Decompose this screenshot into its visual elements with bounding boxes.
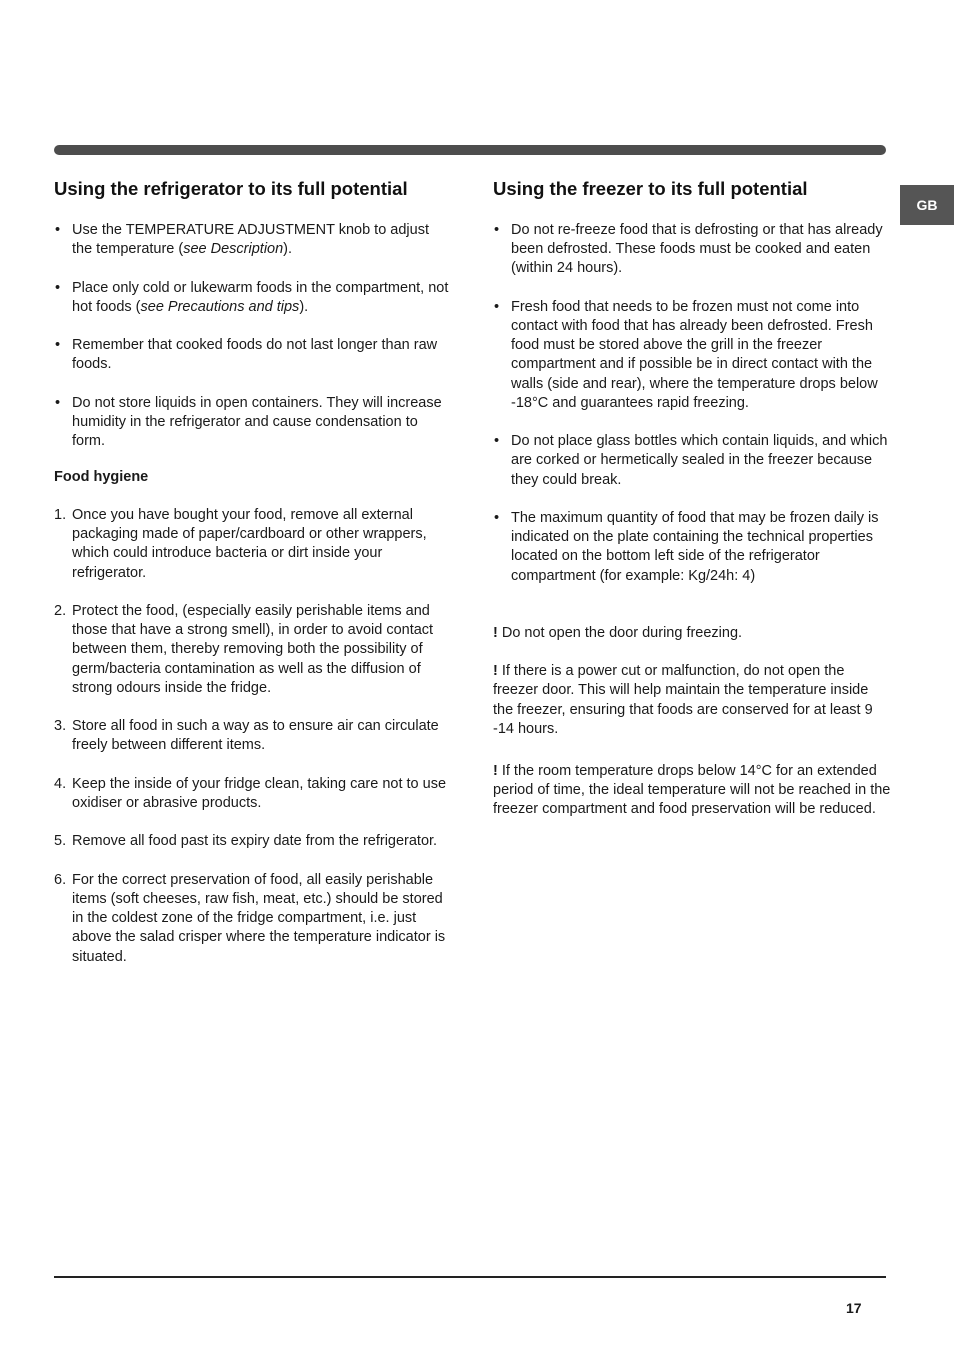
header-rule: [54, 145, 886, 155]
list-item: • Remember that cooked foods do not last longer than raw foods.: [54, 336, 449, 374]
list-item: 2. Protect the food, (especially easily perishable items and those that have a strong smell), in order to avoid contact between them, thereby removing both the possibility of germ/bacteria contamination as well as the diffusion of strong odours inside the fridge.: [54, 602, 434, 696]
refrigerator-column: [54, 176, 449, 986]
list-item: 6. For the correct preservation of food, all easily perishable items (soft cheeses, raw fish, meat, etc.) should be stored in the coldest zone of the fridge compartment, i.e. just above the salad crisper where the temperature indicator is situated.: [54, 871, 446, 965]
list-item: • Fresh food that needs to be frozen must not come into contact with food that has already been defrosted. Fresh food must be stored above the grill in the freezer compartment and if possible be in direct contact with the walls (side and rear), where the temperature drops below -18°C and guarantees rapid freezing.: [493, 298, 891, 413]
list-item: 1. Once you have bought your food, remove all external packaging made of paper/cardboard or other wrappers, which could introduce bacteria or dirt inside your refrigerator.: [54, 506, 427, 581]
refrigerator-tips-list: [54, 221, 449, 451]
freezer-tips-list: [493, 221, 891, 586]
list-item: • Use the TEMPERATURE ADJUSTMENT knob to adjust the temperature (see Description).: [54, 221, 449, 259]
food-hygiene-heading: Food hygiene: [54, 468, 149, 485]
refrigerator-section-title: Using the refrigerator to its full potential: [54, 178, 408, 199]
warning-mark-icon: !: [493, 624, 498, 641]
page-number: 17: [846, 1300, 862, 1316]
freezer-section-title: Using the freezer to its full potential: [493, 178, 808, 199]
language-tab: GB: [900, 185, 954, 225]
list-item: 4. Keep the inside of your fridge clean, taking care not to use oxidiser or abrasive products.: [54, 775, 447, 811]
list-item: • Do not place glass bottles which contain liquids, and which are corked or hermetically sealed in the freezer because they could break.: [493, 432, 891, 490]
list-item: 5. Remove all food past its expiry date from the refrigerator.: [54, 833, 438, 850]
food-hygiene-list: [54, 506, 449, 967]
footer-rule: [54, 1276, 886, 1278]
list-item: 3. Store all food in such a way as to ensure air can circulate freely between different items.: [54, 718, 439, 754]
list-item: • Do not re-freeze food that is defrosting or that has already been defrosted. These foods must be cooked and eaten (within 24 hours).: [493, 221, 891, 279]
warning-note: ! If the room temperature drops below 14°C for an extended period of time, the ideal temperature will not be reached in the freezer compartment and food preservation will be reduced.: [493, 763, 891, 818]
list-item: • The maximum quantity of food that may be frozen daily is indicated on the plate containing the technical properties located on the bottom left side of the refrigerator compartment (for example: Kg/24h: 4): [493, 509, 891, 586]
list-item: • Place only cold or lukewarm foods in the compartment, not hot foods (see Precautions and tips).: [54, 279, 449, 317]
warning-note: ! If there is a power cut or malfunction, do not open the freezer door. This will help maintain the temperature inside the freezer, ensuring that foods are conserved for at least 9 -14 hours.: [493, 663, 873, 737]
warning-note: ! Do not open the door during freezing.: [493, 624, 743, 641]
warning-mark-icon: !: [493, 663, 498, 680]
freezer-column: [493, 176, 891, 839]
warning-mark-icon: !: [493, 763, 498, 780]
list-item: • Do not store liquids in open containers. They will increase humidity in the refrigerator and cause condensation to form.: [54, 394, 449, 452]
